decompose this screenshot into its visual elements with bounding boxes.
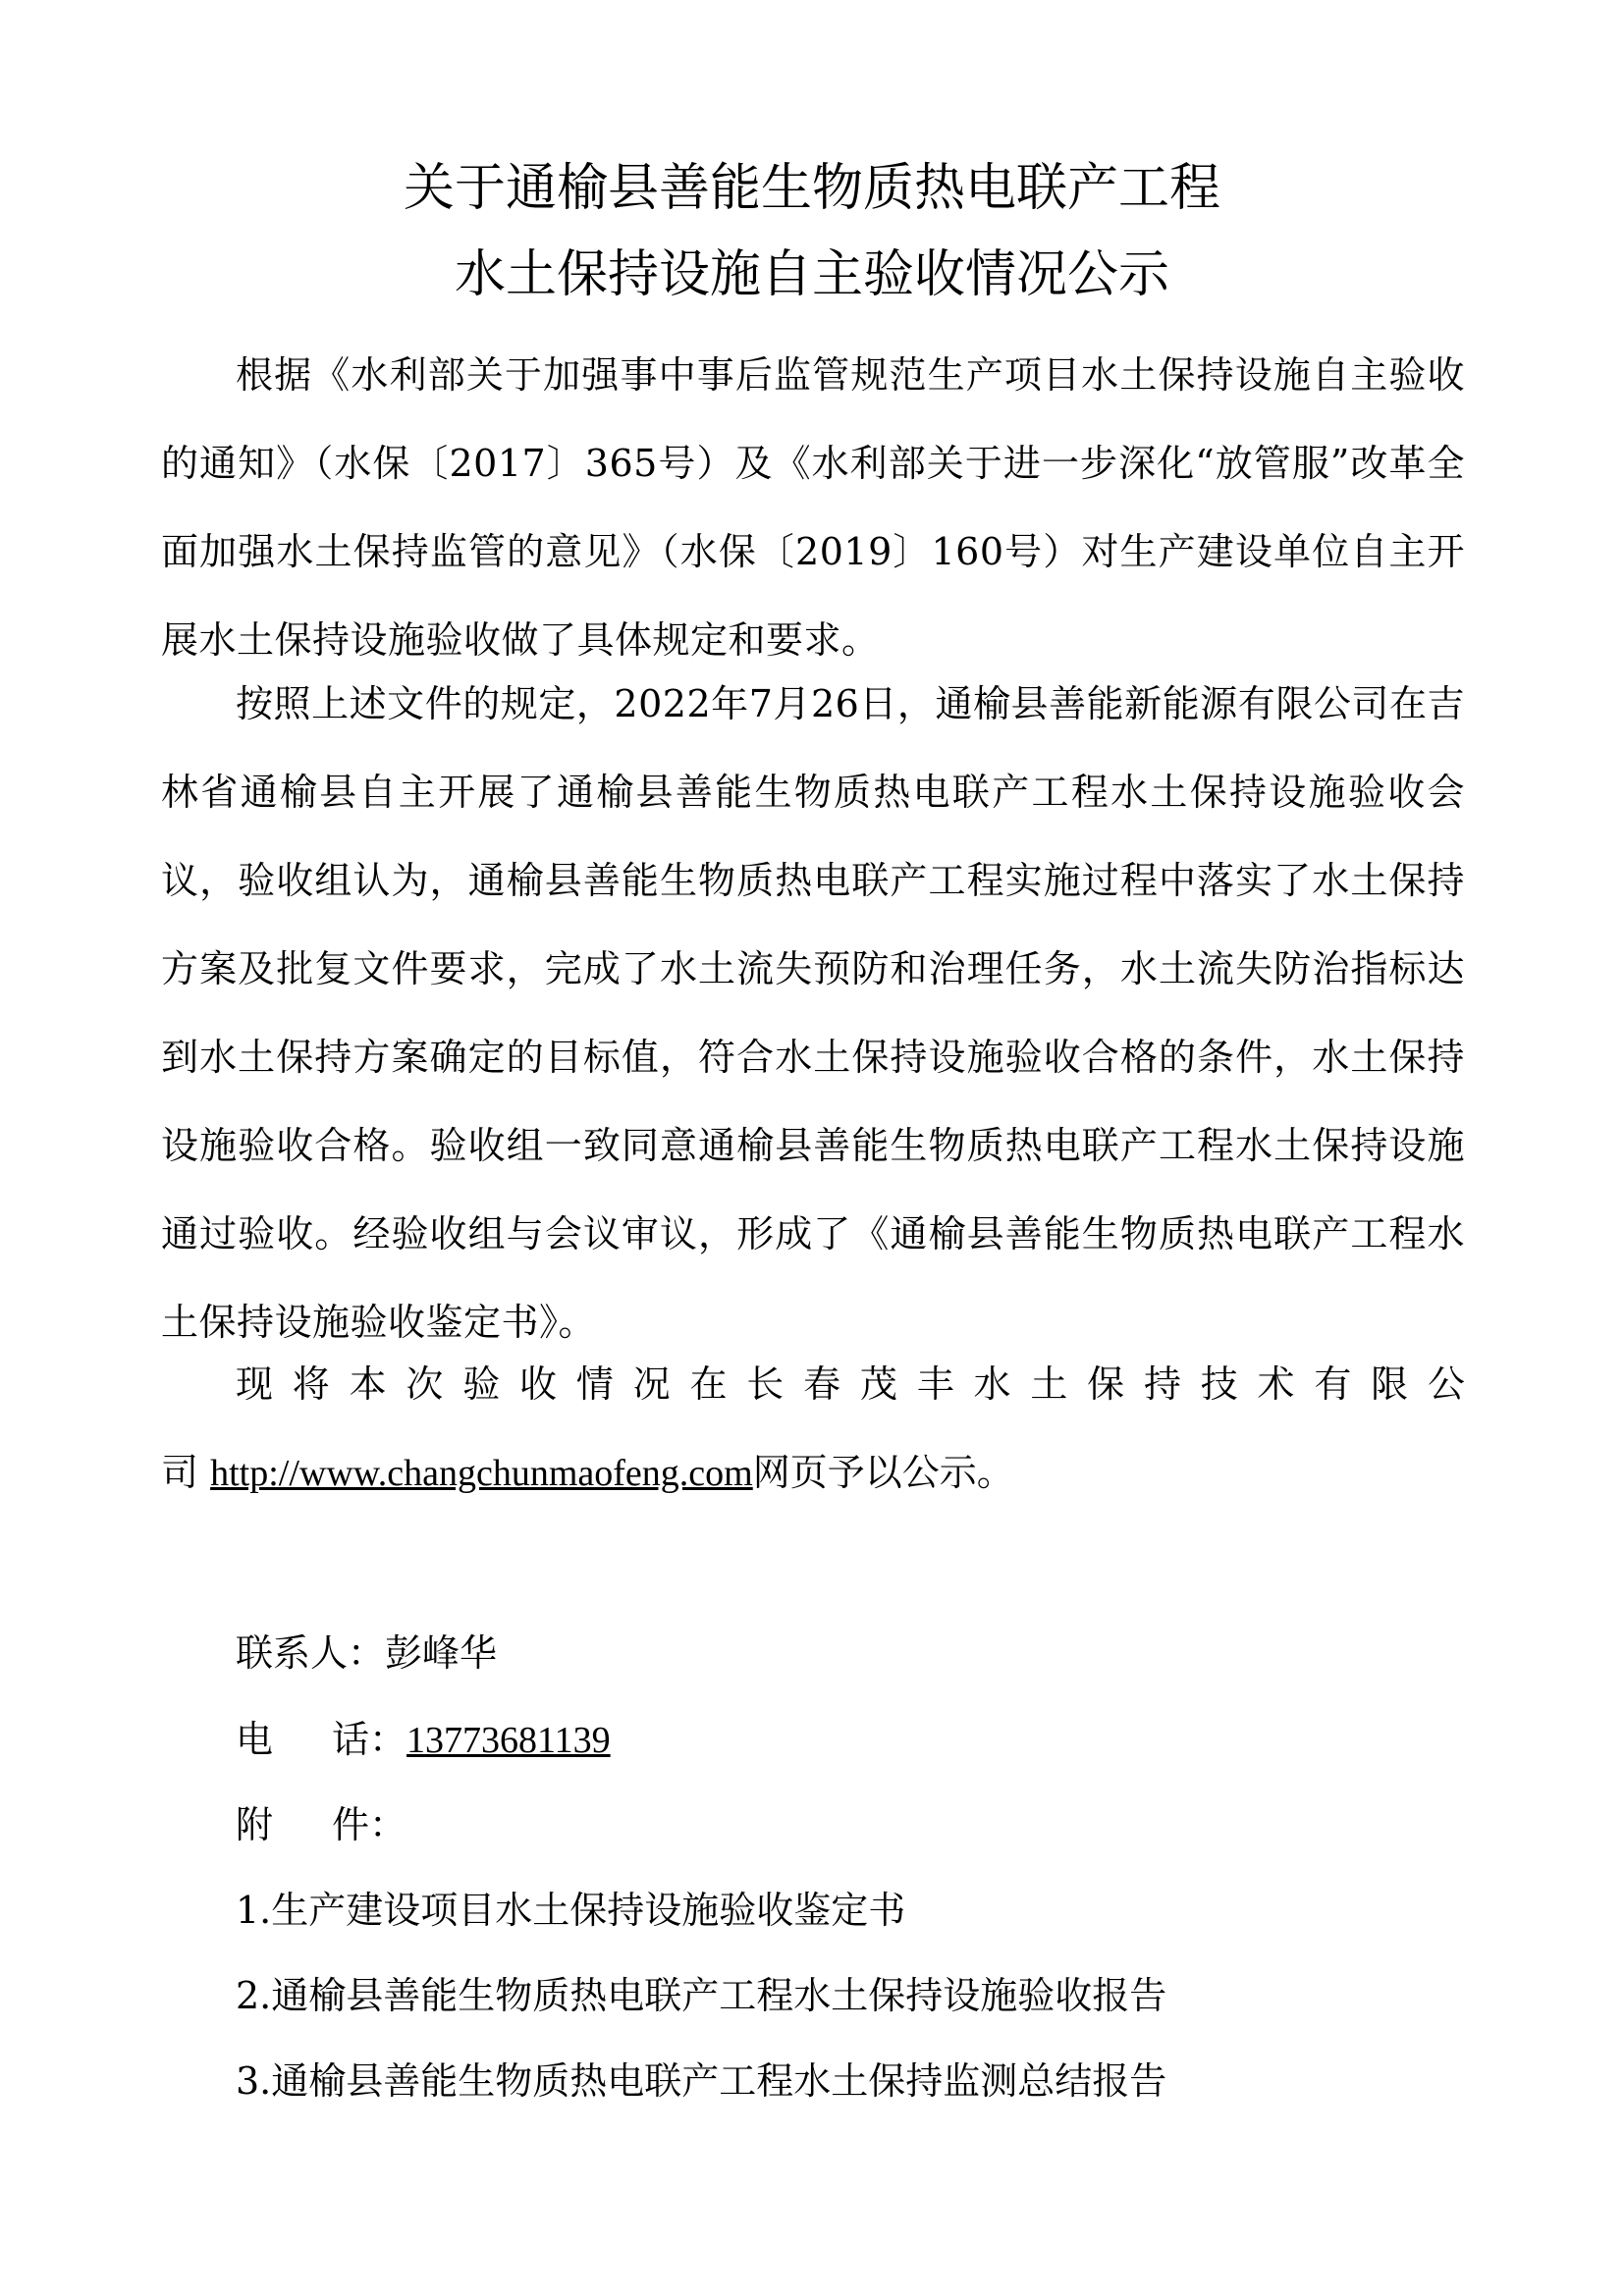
attach-label-rest: 件： [332,1803,407,1846]
attachment-item-3: 3.通榆县善能生物质热电联产工程水土保持监测总结报告 [236,2059,1167,2103]
paragraph-acceptance [161,660,1465,1366]
phone-line [236,1716,611,1764]
paragraph-regulations [161,331,1465,684]
paragraph-publication [161,1340,1465,1518]
paragraph-3-line-1: 现将本次验收情况在长春茂丰水土保持技术有限公 [236,1362,1465,1406]
attachment-item-2: 2.通榆县善能生物质热电联产工程水土保持设施验收报告 [236,1974,1167,2017]
paragraph-2-text: 按照上述文件的规定，2022年7月26日，通榆县善能新能源有限公司在吉林省通榆县自主开展了通榆县善能生物质热电联产工程水土保持设施验收会议，验收组认为，通榆县善能生物质热电联产工程实施过程中落实了水土保持方案及批复文件要求，完成了水土流失预防和治理任务，水土流失防治指标达到水土保持方案确定的目标值，符合水土保持设施验收合格的条件，水土保持设施验收合格。验收组一致同意通榆县善能生物质热电联产工程水土保持设施通过验收。经验收组与会议审议，形成了《通榆县善能生物质热电联产工程水土保持设施验收鉴定书》。 [161,682,1465,1344]
paragraph-3-suffix: 网页予以公示。 [752,1451,1014,1494]
contact-name: 彭峰华 [385,1631,498,1675]
document-title-line-2: 水土保持设施自主验收情况公示 [454,245,1169,304]
contact-label: 联系人： [236,1631,386,1675]
phone-number[interactable]: 13773681139 [406,1720,611,1761]
paragraph-3-line-2 [161,1428,1465,1518]
paragraph-1-text: 根据《水利部关于加强事中事后监管规范生产项目水土保持设施自主验收的通知》（水保〔2017〕365号）及《水利部关于进一步深化“放管服”改革全面加强水土保持监管的意见》（水保〔2019〕160号）对生产建设单位自主开展水土保持设施验收做了具体规定和要求。 [161,353,1465,662]
phone-label-rest: 话： [332,1718,407,1761]
attach-label-first-char: 附 [236,1803,274,1846]
attachments-label [236,1801,406,1848]
attachment-item-1: 1.生产建设项目水土保持设施验收鉴定书 [236,1889,906,1932]
document-title-line-1: 关于通榆县善能生物质热电联产工程 [403,159,1220,218]
contact-line [236,1629,497,1677]
company-website-link[interactable]: http://www.changchunmaofeng.com [210,1453,753,1494]
paragraph-3-prefix: 司 [161,1451,199,1494]
phone-label-first-char: 电 [236,1718,274,1761]
